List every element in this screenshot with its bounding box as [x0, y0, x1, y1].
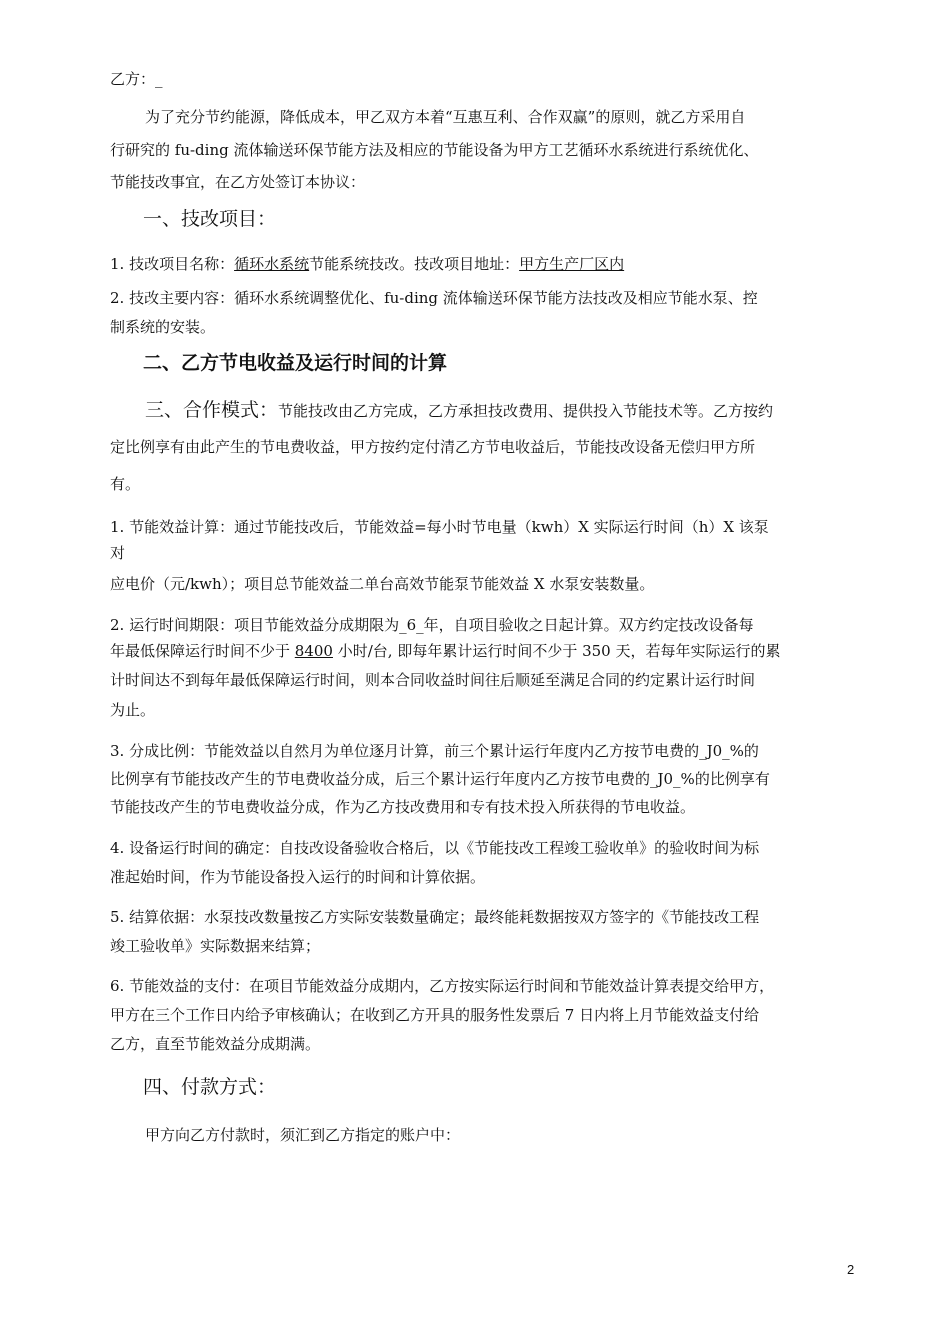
party-b-line: 乙方：_ — [110, 70, 163, 88]
section-3-line: 定比例享有由此产生的节电费收益，甲方按约定付清乙方节电收益后，节能技改设备无偿归甲方所 — [110, 438, 756, 456]
point-2-line — [110, 641, 781, 661]
point-3-line: 3. 分成比例：节能效益以自然月为单位逐月计算，前三个累计运行年度内乙方按节电费的_J0_%的 — [110, 742, 759, 760]
item-1-mid: 节能系统技改。技改项目地址： — [309, 255, 520, 273]
section-3-line — [145, 400, 773, 421]
item-2-line: 制系统的安装。 — [110, 318, 216, 336]
section-heading-3: 三、合作模式： — [145, 399, 279, 421]
point-2-line: 计时间达不到每年最低保障运行时间，则本合同收益时间往后顺延至满足合同的约定累计运行时间 — [110, 671, 756, 689]
section-heading-2: 二、乙方节电收益及运行时间的计算 — [143, 352, 448, 374]
point-1-line: 1. 节能效益计算：通过节能技改后，节能效益=每小时节电量（kwh）X 实际运行时间（h）X 该泵 — [110, 518, 769, 536]
item-1-name: 循环水系统 — [234, 255, 310, 273]
point-5-line: 5. 结算依据：水泵技改数量按乙方实际安装数量确定；最终能耗数据按双方签字的《节能技改工程 — [110, 908, 760, 926]
point-2-text: 小时/台, 即每年累计运行时间不少于 350 天，若每年实际运行的累 — [332, 642, 781, 660]
point-2-line: 为止。 — [110, 701, 156, 719]
point-4-line: 准起始时间，作为节能设备投入运行的时间和计算依据。 — [110, 868, 486, 886]
point-2-text: 年最低保障运行时间不少于 — [110, 642, 295, 660]
intro-line: 为了充分节约能源，降低成本，甲乙双方本着“互惠互利、合作双赢”的原则，就乙方采用自 — [145, 108, 746, 126]
section-3-text: 节能技改由乙方完成，乙方承担技改费用、提供投入节能技术等。乙方按约 — [278, 402, 774, 420]
section-4-line: 甲方向乙方付款时，须汇到乙方指定的账户中： — [145, 1126, 461, 1144]
item-1-address: 甲方生产厂区内 — [519, 255, 625, 273]
intro-line: 行研究的 fu-ding 流体输送环保节能方法及相应的节能设备为甲方工艺循环水系统进行系统优化、 — [110, 141, 759, 159]
point-4-line: 4. 设备运行时间的确定：自技改设备验收合格后，以《节能技改工程竣工验收单》的验收时间为标 — [110, 839, 760, 857]
point-3-line: 节能技改产生的节电费收益分成，作为乙方技改费用和专有技术投入所获得的节电收益。 — [110, 798, 696, 816]
page-number: 2 — [847, 1262, 855, 1277]
point-5-line: 竣工验收单》实际数据来结算； — [110, 937, 321, 955]
item-2-line: 2. 技改主要内容：循环水系统调整优化、fu-ding 流体输送环保节能方法技改及相应节能水泵、控 — [110, 289, 758, 307]
point-2-line: 2. 运行时间期限：项目节能效益分成期限为_6_年，自项目验收之日起计算。双方约定技改设备每 — [110, 616, 754, 634]
point-2-hours: 8400 — [294, 642, 333, 660]
intro-line: 节能技改事宜，在乙方处签订本协议： — [110, 173, 366, 191]
section-3-line: 有。 — [110, 475, 141, 493]
point-6-line: 乙方，直至节能效益分成期满。 — [110, 1035, 321, 1053]
item-1-prefix: 1. 技改项目名称： — [110, 255, 235, 273]
section-heading-1: 一、技改项目： — [143, 208, 277, 230]
point-6-line: 甲方在三个工作日内给予审核确认；在收到乙方开具的服务性发票后 7 日内将上月节能效益支付给 — [110, 1006, 760, 1024]
point-1-line: 对 — [110, 544, 126, 562]
point-3-line: 比例享有节能技改产生的节电费收益分成，后三个累计运行年度内乙方按节电费的_J0_%的比例享有 — [110, 770, 770, 788]
point-1-line: 应电价（元/kwh）；项目总节能效益二单台高效节能泵节能效益 X 水泵安装数量。 — [110, 575, 655, 593]
point-6-line: 6. 节能效益的支付：在项目节能效益分成期内，乙方按实际运行时间和节能效益计算表提交给甲方， — [110, 977, 775, 995]
item-1 — [110, 254, 624, 274]
section-heading-4: 四、付款方式： — [143, 1076, 277, 1098]
